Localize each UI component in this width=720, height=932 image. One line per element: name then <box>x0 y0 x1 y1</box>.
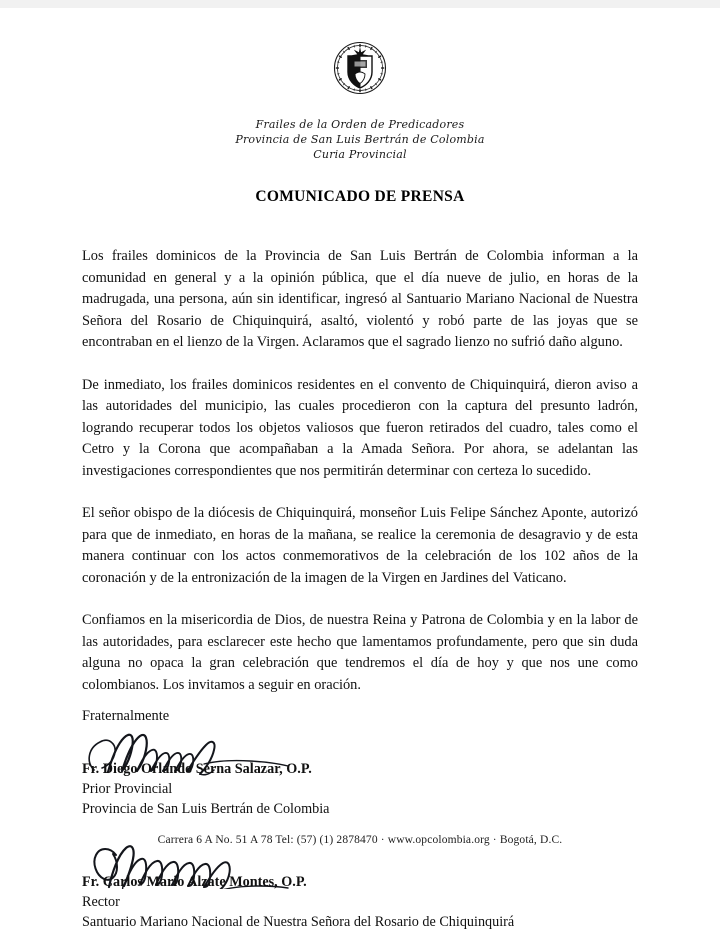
page-title: COMUNICADO DE PRENSA <box>255 188 465 205</box>
signatory-name: Fr. Diego Orlando Serna Salazar, O.P. <box>82 761 312 778</box>
signature-block-prior-provincial <box>82 728 638 819</box>
signatory-organization: Provincia de San Luis Bertrán de Colombia <box>82 801 330 818</box>
document-body <box>82 206 638 696</box>
closing-salutation: Fraternalmente <box>82 708 170 725</box>
signature-block-rector <box>82 841 638 932</box>
body-paragraph: De inmediato, los frailes dominicos residentes en el convento de Chiquinquirá, dieron aviso a las autoridades del municipio, las cuales procedieron con la captura del presunto ladrón, logrando recuperar todos los objetos valiosos que fueron retirados del cuadro, tales como el Cetro y la Corona que acompañaban a la Amada Señora. Por ahora, se adelantan las investigaciones correspondientes que nos permitirán determinar con certeza lo sucedido. <box>82 376 638 479</box>
top-gray-band <box>0 0 720 8</box>
document-page <box>0 8 720 931</box>
letterhead <box>0 8 720 162</box>
signatory-role: Rector <box>82 894 120 911</box>
signatory-role: Prior Provincial <box>82 781 173 798</box>
body-paragraph: El señor obispo de la diócesis de Chiquinquirá, monseñor Luis Felipe Sánchez Aponte, autorizó para que de inmediato, en horas de la mañana, se realice la ceremonia de desagravio y de esta manera continuar con los actos conmemorativos de la celebración de los 102 años de la coronación y de la entronización de la imagen de la Virgen en Jardines del Vaticano. <box>82 505 638 586</box>
org-line-order: Frailes de la Orden de Predicadores <box>255 118 465 131</box>
signatory-name: Fr. Carlos Mario Alzate Montes, O.P. <box>82 874 307 891</box>
body-paragraph: Confiamos en la misericordia de Dios, de nuestra Reina y Patrona de Colombia y en la labor de las autoridades, para esclarecer este hecho que lamentamos profundamente, pero que sin duda alguna no opaca la gran celebración que tendremos el día de hoy y que nos une como colombianos. Los invitamos a seguir en oración. <box>82 612 638 693</box>
org-line-province: Provincia de San Luis Bertrán de Colombia <box>235 133 485 146</box>
footer-contact-info: Carrera 6 A No. 51 A 78 Tel: (57) (1) 2878470 · www.opcolombia.org · Bogotá, D.C. <box>157 834 563 846</box>
signature-area <box>82 696 638 932</box>
signatory-organization: Santuario Mariano Nacional de Nuestra Señora del Rosario de Chiquinquirá <box>82 914 515 931</box>
organization-lines <box>0 117 720 162</box>
body-paragraph: Los frailes dominicos de la Provincia de San Luis Bertrán de Colombia informan a la comunidad en general y a la opinión pública, que el día nueve de julio, en horas de la madrugada, una persona, aún sin identificar, ingresó al Santuario Mariano Nacional de Nuestra Señora del Rosario de Chiquinquirá, asaltó, violentó y robó parte de las joyas que se encontraban en el lienzo de la Virgen. Aclaramos que el sagrado lienzo no sufrió daño alguno. <box>82 248 638 351</box>
dominican-order-seal-icon <box>327 34 393 100</box>
org-line-curia: Curia Provincial <box>313 148 407 161</box>
